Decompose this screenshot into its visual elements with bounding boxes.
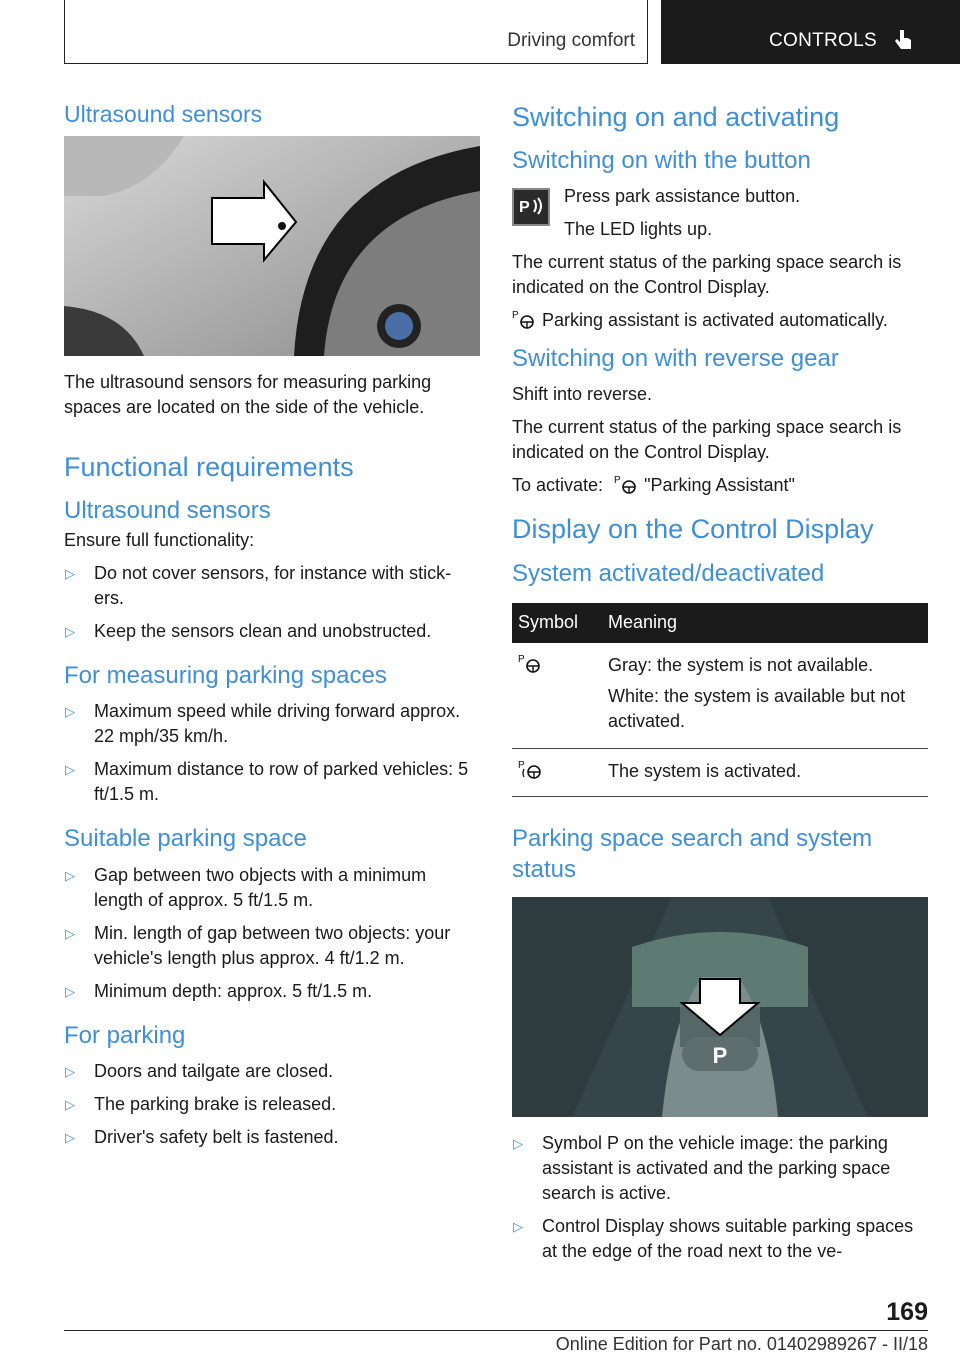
- header-chapter-title: CONTROLS: [769, 30, 877, 51]
- bullet-icon: ▷: [65, 762, 75, 778]
- meaning-activated: The system is activated.: [602, 748, 928, 796]
- header-section-title: Driving comfort: [507, 30, 635, 51]
- list-item: ▷ Symbol P on the vehicle image: the parking assistant is activated and the parking space search is active.: [513, 1133, 891, 1204]
- switching-title: Switching on and activating: [512, 102, 840, 132]
- meaning-gray: Gray: the system is not available.: [608, 654, 874, 675]
- list-item: ▷ Maximum speed while driving forward approx. 22 mph/35 km/h.: [65, 701, 461, 747]
- ultrasound-subtitle: Ultrasound sensors: [64, 496, 271, 524]
- bullet-icon: ▷: [65, 1096, 75, 1112]
- svg-text:P: P: [518, 653, 525, 665]
- reverse-subtitle: Switching on with reverse gear: [512, 345, 839, 373]
- bullet-icon: ▷: [513, 1136, 523, 1152]
- auto-text: P Parking assistant is activated automatically.: [512, 310, 888, 331]
- meaning-white: White: the system is available but not activated.: [608, 685, 906, 731]
- bullet-icon: ▷: [65, 704, 75, 720]
- bullet-icon: ▷: [65, 1063, 75, 1079]
- list-item: ▷ Gap between two objects with a minimum length of approx. 5 ft/1.5 m.: [65, 864, 427, 910]
- hand-pointer-icon: [894, 28, 914, 52]
- status-text-2: The current status of the parking space search is indicated on the Control Display.: [512, 417, 902, 463]
- parking-title: For parking: [64, 1021, 186, 1049]
- shift-text: Shift into reverse.: [512, 384, 653, 405]
- functional-requirements-title: Functional requirements: [64, 451, 354, 482]
- left-column: [64, 100, 480, 1166]
- list-item: ▷ The parking brake is released.: [64, 1092, 480, 1117]
- ultrasound-caption: The ultrasound sensors for measuring parking spaces are located on the side of the vehicle.: [64, 371, 432, 417]
- search-subtitle: Parking space search and system status: [512, 824, 873, 883]
- footer-divider: [64, 1330, 928, 1331]
- bullet-icon: ▷: [65, 566, 75, 582]
- symbol-header: Symbol: [512, 603, 602, 643]
- parking-assistant-active-icon: [518, 759, 546, 781]
- table-row: [512, 748, 928, 796]
- edition-text: Online Edition for Part no. 01402989267 - II/18: [555, 1334, 928, 1354]
- measuring-title: For measuring parking spaces: [64, 662, 387, 690]
- system-subtitle: System activated/deactivated: [512, 559, 825, 587]
- activate-text: To activate: P "Parking Assistant": [512, 475, 795, 496]
- list-item: ▷ Min. length of gap between two objects: your vehicle's length plus approx. 4 ft/1.2 m.: [65, 922, 451, 968]
- list-item: ▷ Control Display shows suitable parking spaces at the edge of the road next to the ve‐: [513, 1216, 914, 1262]
- svg-text:P: P: [519, 199, 530, 217]
- list-item: ▷ Driver's safety belt is fastened.: [64, 1125, 480, 1150]
- status-text-1: The current status of the parking space search is indicated on the Control Display.: [512, 252, 902, 298]
- measuring-list: [64, 699, 480, 807]
- header-chapter-box: [661, 0, 960, 64]
- bullet-icon: ▷: [65, 1129, 75, 1145]
- press-text: Press park assistance button.: [564, 186, 801, 207]
- parking-assistant-icon: [512, 309, 536, 329]
- list-item: ▷ Doors and tailgate are closed.: [64, 1059, 480, 1084]
- svg-text:P: P: [614, 475, 621, 487]
- parking-assistant-gray-icon: [518, 653, 542, 675]
- park-assist-button-icon: [512, 188, 550, 226]
- ensure-text: Ensure full functionality:: [64, 530, 255, 551]
- symbol-table: [512, 603, 928, 797]
- control-display-image: [512, 897, 928, 1117]
- suitable-list: [64, 863, 480, 1004]
- park-button-row: [512, 184, 928, 244]
- p-symbol: P: [712, 1043, 728, 1069]
- right-column: [512, 100, 928, 1280]
- ensure-list: [64, 561, 480, 644]
- ultrasound-title: Ultrasound sensors: [64, 101, 263, 127]
- table-row: [512, 643, 928, 749]
- meaning-header: Meaning: [602, 603, 928, 643]
- bullet-icon: ▷: [513, 1219, 523, 1235]
- list-item: ▷ Minimum depth: approx. 5 ft/1.5 m.: [64, 979, 480, 1004]
- parking-list: [64, 1059, 480, 1150]
- list-item: ▷ Keep the sensors clean and unobstructed.: [64, 619, 480, 644]
- led-text: The LED lights up.: [564, 219, 713, 240]
- parking-assistant-icon: [614, 474, 638, 494]
- display-title: Display on the Control Display: [512, 514, 874, 545]
- list-item: ▷ Do not cover sensors, for instance with stick‐ers.: [65, 563, 452, 609]
- suitable-title: Suitable parking space: [64, 825, 307, 853]
- bullet-icon: ▷: [65, 867, 75, 883]
- svg-text:P: P: [512, 310, 519, 322]
- page-number: 169: [886, 1298, 928, 1326]
- bullet-icon: ▷: [65, 983, 75, 999]
- search-list: [512, 1131, 928, 1264]
- svg-text:P: P: [518, 759, 525, 771]
- list-item: ▷ Maximum distance to row of parked vehicles: 5 ft/1.5 m.: [65, 759, 469, 805]
- ultrasound-sensor-photo: [64, 136, 480, 356]
- button-subtitle: Switching on with the button: [512, 147, 811, 175]
- bullet-icon: ▷: [65, 624, 75, 640]
- header-section-box: [64, 0, 648, 64]
- bullet-icon: ▷: [65, 925, 75, 941]
